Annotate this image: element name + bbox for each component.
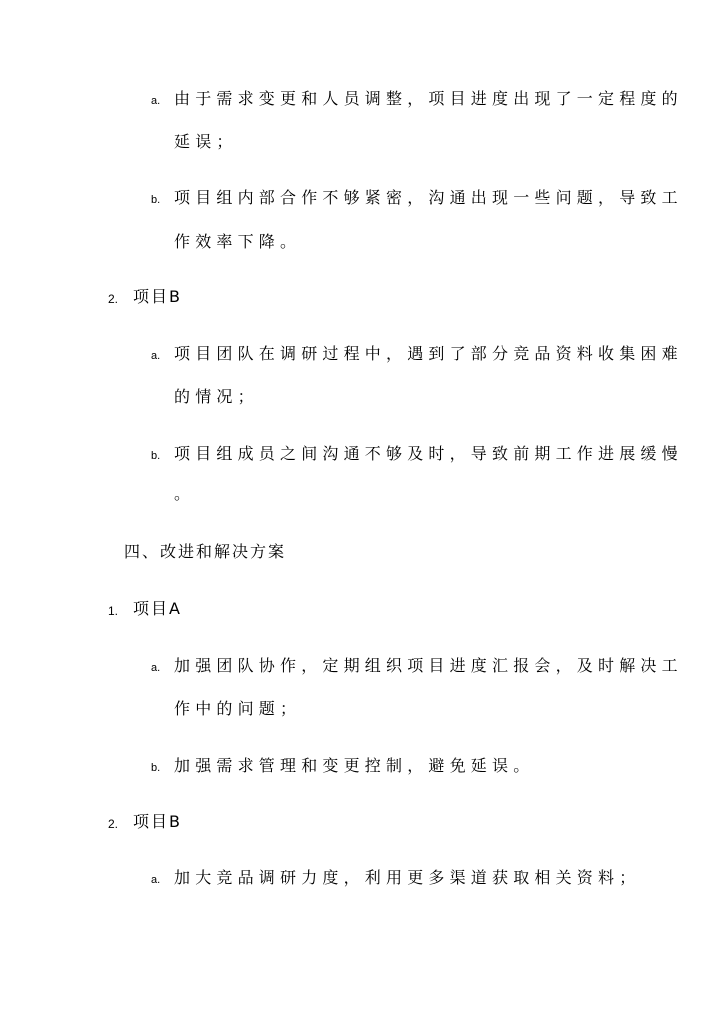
list-marker: a. (151, 662, 161, 674)
list-item-text: 项目团队在调研过程中，遇到了部分竞品资料收集困难 (174, 344, 683, 363)
list-item-text: 加强团队协作，定期组织项目进度汇报会，及时解决工 (174, 656, 683, 675)
list-item-text: 由于需求变更和人员调整，项目进度出现了一定程度的 (174, 89, 683, 108)
list-item-text-continued: 的情况； (174, 387, 259, 406)
project-heading: 项目A (133, 599, 182, 618)
list-marker: a. (151, 95, 161, 107)
list-number: 2. (108, 292, 119, 306)
list-item-text: 项目组成员之间沟通不够及时，导致前期工作进展缓慢 (174, 444, 683, 463)
list-item-text-continued: 作效率下降。 (174, 232, 302, 251)
list-number: 2. (108, 817, 119, 831)
list-item-text: 加大竞品调研力度，利用更多渠道获取相关资料； (174, 868, 641, 887)
list-marker: b. (151, 194, 161, 206)
list-marker: b. (151, 762, 161, 774)
list-item-text-continued: 延误； (174, 132, 238, 151)
list-item-text-continued: 作中的问题； (174, 699, 302, 718)
list-marker: a. (151, 874, 161, 886)
list-number: 1. (108, 604, 119, 618)
list-item-text: 项目组内部合作不够紧密，沟通出现一些问题，导致工 (174, 188, 683, 207)
section-heading: 四、改进和解决方案 (124, 542, 287, 561)
list-item-text: 加强需求管理和变更控制，避免延误。 (174, 756, 535, 775)
list-item-text-continued: 。 (174, 484, 196, 503)
list-marker: b. (151, 450, 161, 462)
project-heading: 项目B (133, 287, 182, 306)
project-heading: 项目B (133, 812, 182, 831)
list-marker: a. (151, 350, 161, 362)
